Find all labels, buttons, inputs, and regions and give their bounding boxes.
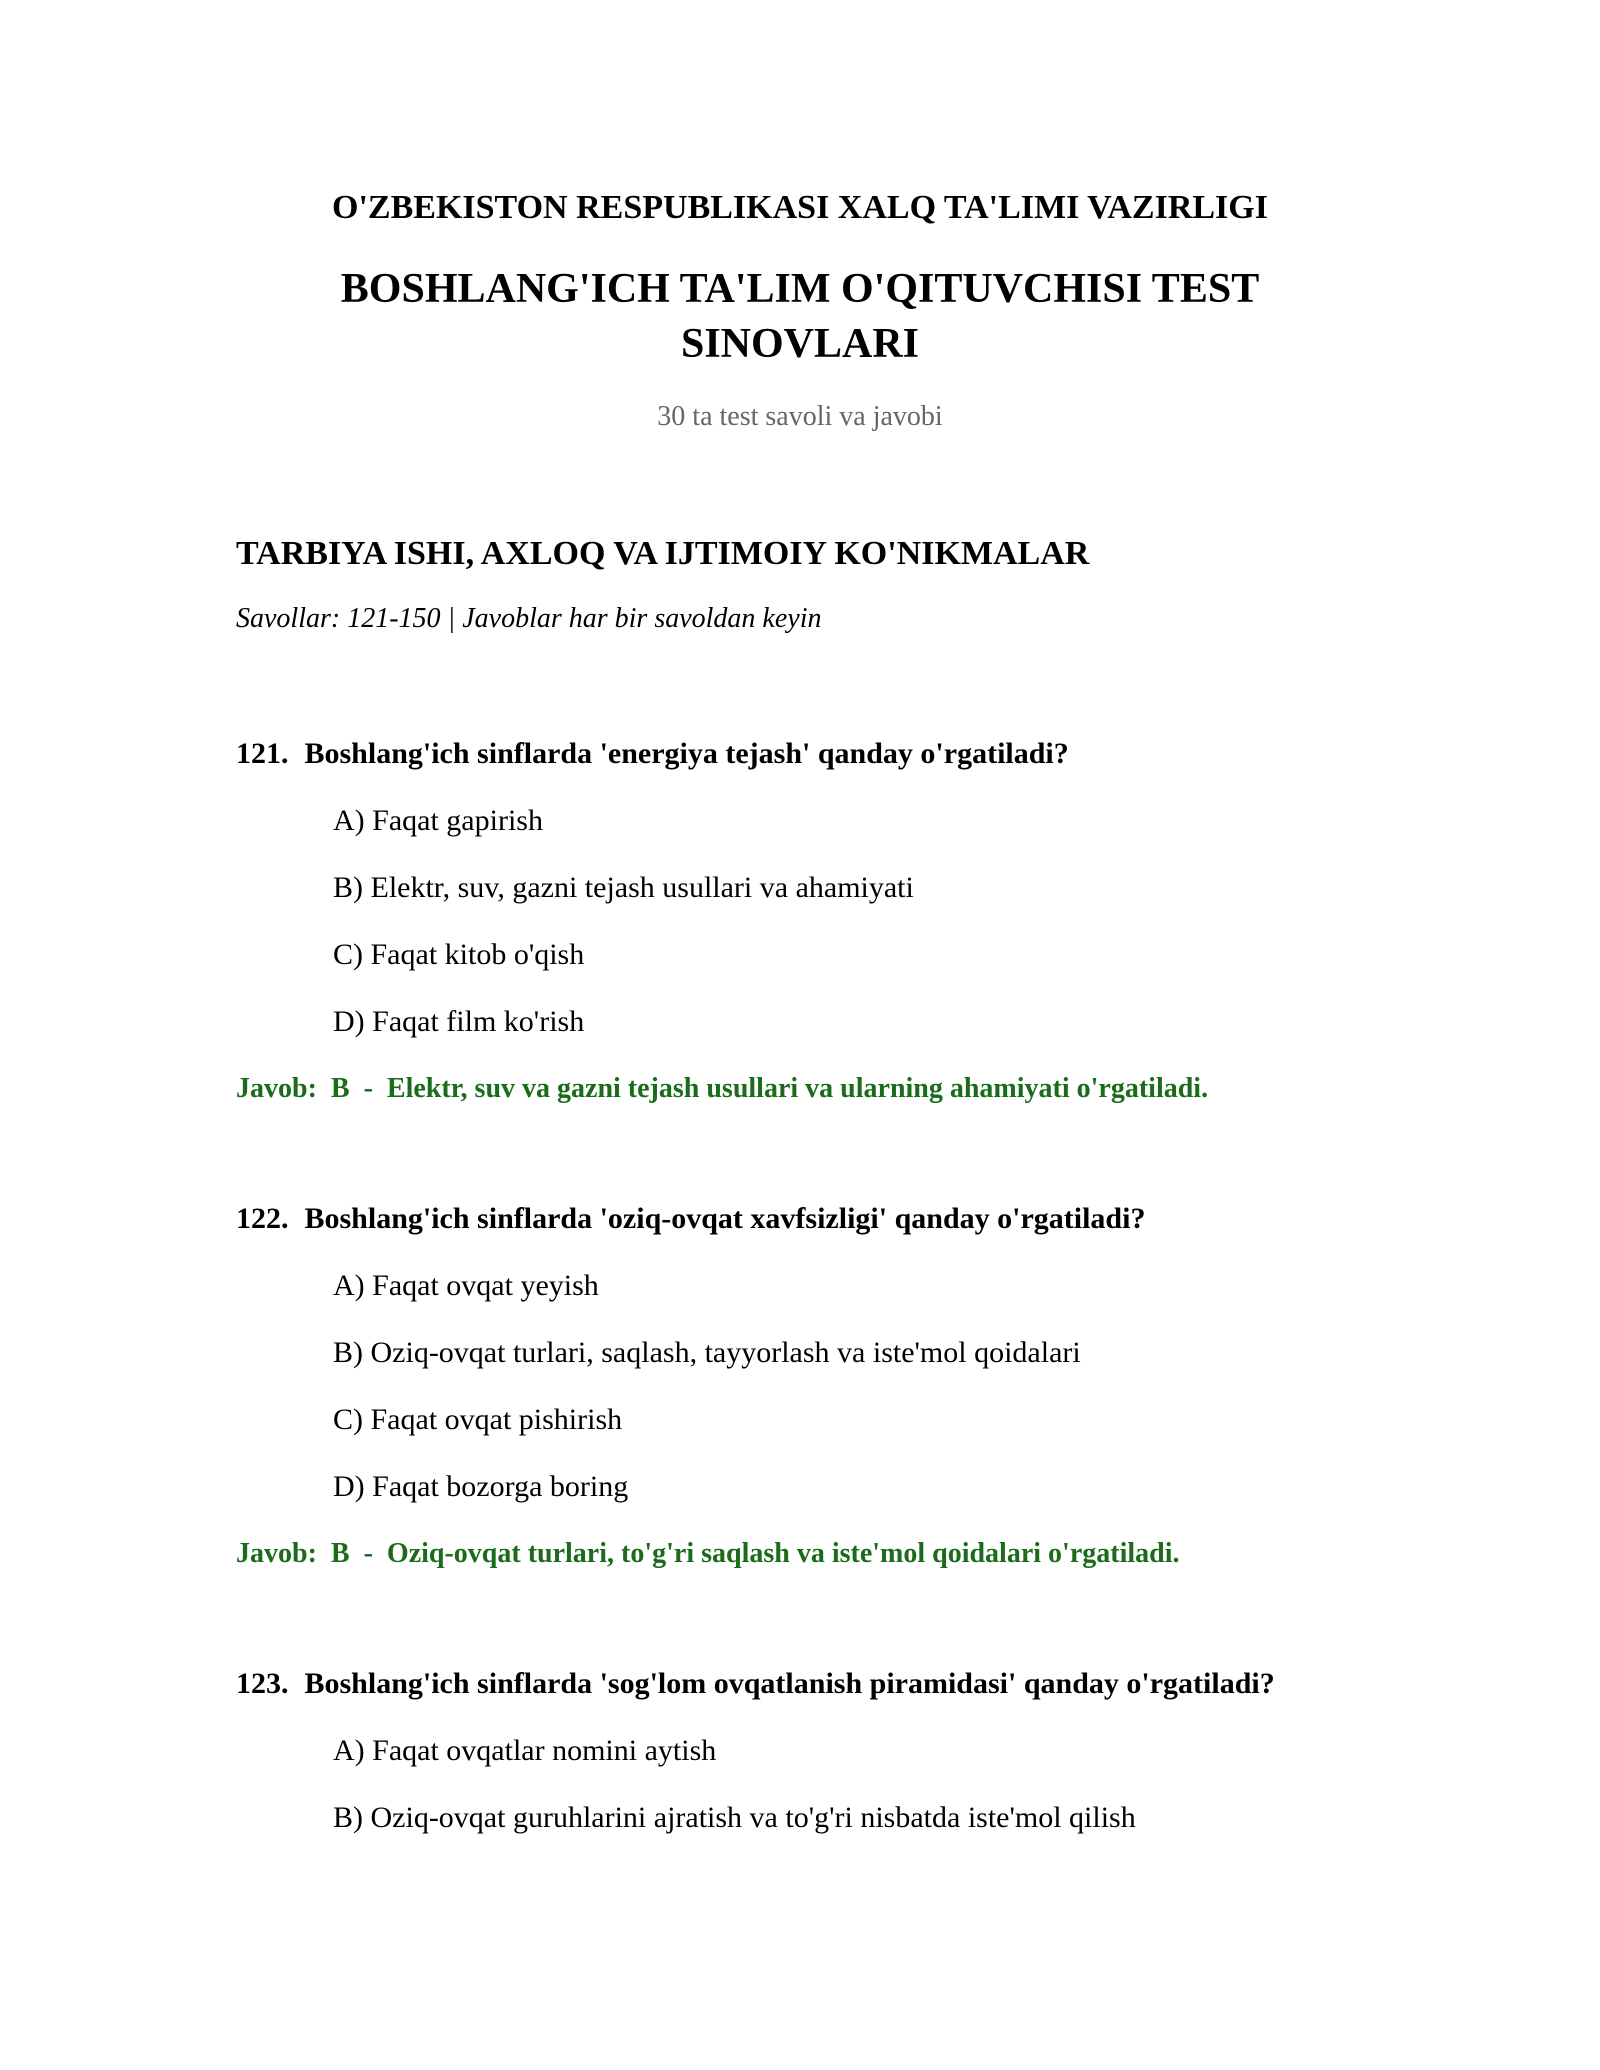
answer-label: Javob:: [236, 1073, 317, 1104]
section-title: TARBIYA ISHI, AXLOQ VA IJTIMOIY KO'NIKMALAR: [236, 535, 1090, 572]
option-b: B) Elektr, suv, gazni tejash usullari va ahamiyati: [333, 871, 914, 904]
answer-122: [236, 1537, 1179, 1571]
section-note: Savollar: 121-150 | Javoblar har bir savoldan keyin: [236, 603, 822, 634]
question-123: [236, 1666, 1275, 1702]
answer-label: Javob:: [236, 1538, 317, 1569]
question-text: Boshlang'ich sinflarda 'sog'lom ovqatlanish piramidasi' qanday o'rgatiladi?: [304, 1667, 1275, 1700]
option-d: D) Faqat film ko'rish: [333, 1005, 585, 1038]
answer-letter: B: [330, 1073, 350, 1104]
question-text: Boshlang'ich sinflarda 'energiya tejash' qanday o'rgatiladi?: [304, 737, 1069, 770]
answer-separator: -: [363, 1073, 373, 1104]
page-title-line-2: SINOVLARI: [680, 321, 920, 367]
question-121: [236, 736, 1069, 772]
question-text: Boshlang'ich sinflarda 'oziq-ovqat xavfsizligi' qanday o'rgatiladi?: [304, 1202, 1146, 1235]
question-number: 123.: [236, 1667, 289, 1700]
option-a: A) Faqat gapirish: [333, 804, 543, 837]
question-number: 122.: [236, 1202, 289, 1235]
ministry-heading: O'ZBEKISTON RESPUBLIKASI XALQ TA'LIMI VAZIRLIGI: [332, 189, 1268, 226]
page-subtitle: 30 ta test savoli va javobi: [657, 401, 943, 432]
option-a: A) Faqat ovqat yeyish: [333, 1269, 599, 1302]
question-number: 121.: [236, 737, 289, 770]
option-b: B) Oziq-ovqat guruhlarini ajratish va to'g'ri nisbatda iste'mol qilish: [333, 1801, 1136, 1834]
question-122: [236, 1201, 1145, 1237]
answer-121: [236, 1072, 1208, 1106]
option-a: A) Faqat ovqatlar nomini aytish: [333, 1734, 717, 1767]
page-title: [0, 262, 1600, 372]
option-b: B) Oziq-ovqat turlari, saqlash, tayyorlash va iste'mol qoidalari: [333, 1336, 1081, 1369]
option-c: C) Faqat ovqat pishirish: [333, 1403, 623, 1436]
option-d: D) Faqat bozorga boring: [333, 1470, 629, 1503]
answer-text: Elektr, suv va gazni tejash usullari va ularning ahamiyati o'rgatiladi.: [386, 1073, 1209, 1104]
answer-separator: -: [363, 1538, 373, 1569]
answer-text: Oziq-ovqat turlari, to'g'ri saqlash va iste'mol qoidalari o'rgatiladi.: [386, 1538, 1180, 1569]
option-c: C) Faqat kitob o'qish: [333, 938, 585, 971]
page-title-line-1: BOSHLANG'ICH TA'LIM O'QITUVCHISI TEST: [340, 266, 1260, 312]
answer-letter: B: [330, 1538, 350, 1569]
